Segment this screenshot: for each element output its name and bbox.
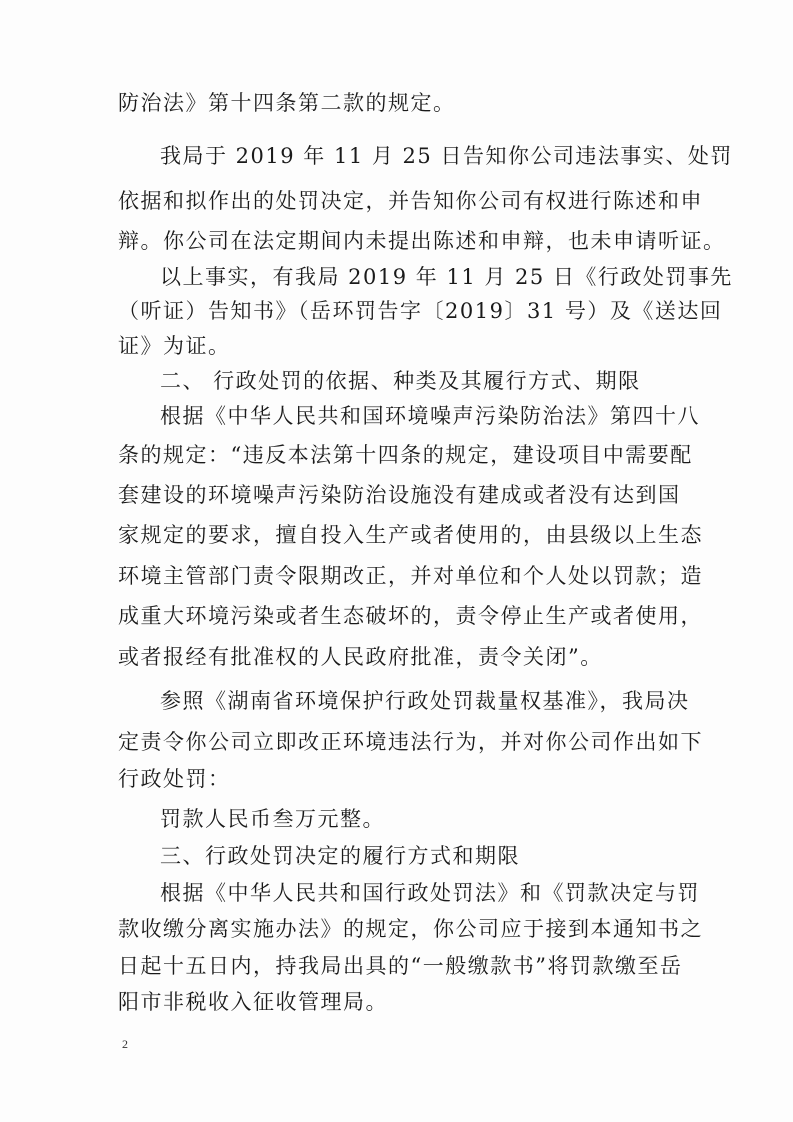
text-line: 成重大环境污染或者生态破坏的，责令停止生产或者使用，	[118, 604, 703, 628]
text-line: 辩。你公司在法定期间内未提出陈述和申辩，也未申请听证。	[118, 229, 726, 253]
text-line: 条的规定：“违反本法第十四条的规定，建设项目中需要配	[118, 443, 693, 467]
text-line: 我局于 2019 年 11 月 25 日告知你公司违法事实、处罚	[160, 144, 733, 168]
text-line: 款收缴分离实施办法》的规定，你公司应于接到本通知书之	[118, 917, 703, 941]
text-line: 罚款人民币叁万元整。	[160, 807, 385, 831]
section-heading: 三、行政处罚决定的履行方式和期限	[160, 844, 520, 868]
text-line: 定责令你公司立即改正环境违法行为，并对你公司作出如下	[118, 730, 703, 754]
text-line: 以上事实，有我局 2019 年 11 月 25 日《行政处罚事先	[160, 265, 733, 289]
text-line: 阳市非税收入征收管理局。	[118, 990, 388, 1014]
text-line: 套建设的环境噪声污染防治设施没有建成或者没有达到国	[118, 483, 681, 507]
text-line: 行政处罚：	[118, 767, 231, 791]
section-heading: 二、 行政处罚的依据、种类及其履行方式、期限	[160, 369, 641, 393]
text-line: 日起十五日内，持我局出具的“一般缴款书”将罚款缴至岳	[118, 954, 683, 978]
text-line: 或者报经有批准权的人民政府批准，责令关闭”。	[118, 645, 603, 669]
text-line: （听证）告知书》（岳环罚告字〔2019〕31 号）及《送达回	[118, 299, 723, 323]
text-line: 环境主管部门责令限期改正，并对单位和个人处以罚款；造	[118, 564, 703, 588]
text-line: 根据《中华人民共和国环境噪声污染防治法》第四十八	[160, 404, 700, 428]
text-line: 证》为证。	[118, 334, 231, 358]
text-line: 家规定的要求，擅自投入生产或者使用的，由县级以上生态	[118, 523, 703, 547]
text-line: 依据和拟作出的处罚决定，并告知你公司有权进行陈述和申	[118, 189, 703, 213]
page-number: 2	[122, 1037, 128, 1051]
text-line: 防治法》第十四条第二款的规定。	[118, 91, 456, 115]
text-line: 参照《湖南省环境保护行政处罚裁量权基准》，我局决	[160, 689, 690, 713]
text-line: 根据《中华人民共和国行政处罚法》和《罚款决定与罚	[160, 881, 700, 905]
